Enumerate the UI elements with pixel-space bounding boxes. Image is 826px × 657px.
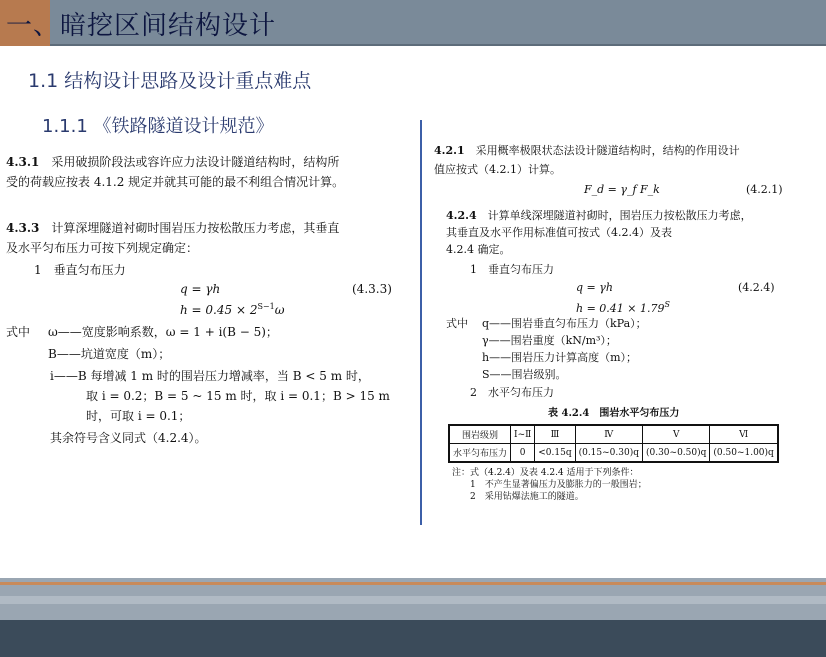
clause-4-2-4-line3: 4.2.4 确定。 xyxy=(446,243,511,256)
table-cell: Ⅳ xyxy=(575,425,642,444)
footer-light-line xyxy=(0,596,826,604)
definition-omega: ω——宽度影响系数，ω = 1 + i(B − 5)； xyxy=(48,325,278,339)
table-cell: 水平匀布压力 xyxy=(449,444,511,463)
table-note-1: 注：式（4.2.4）及表 4.2.4 适用于下列条件： xyxy=(452,468,639,478)
where-label: 式中 xyxy=(6,325,31,339)
table-row xyxy=(449,425,778,444)
table-cell: (0.15~0.30)q xyxy=(575,444,642,463)
table-cell: 围岩级别 xyxy=(449,425,511,444)
slide-title: 一、暗挖区间结构设计 xyxy=(6,11,277,41)
definition-i-cont1: 取 i = 0.2；B = 5 ~ 15 m 时，取 i = 0.1；B > 15 m xyxy=(86,389,390,403)
section-heading: 1.1 结构设计思路及设计重点难点 xyxy=(28,70,312,92)
other-symbols-note: 其余符号含义同式（4.2.4）。 xyxy=(50,431,207,445)
clause-4-2-1-line1: 4.2.1 采用概率极限状态法设计隧道结构时，结构的作用设计 xyxy=(434,144,740,157)
right-item-horizontal-pressure: 2 水平匀布压力 xyxy=(470,386,554,399)
equation-h: $h = 0.45 \times 2^{S-1}\omega$ xyxy=(180,302,285,317)
table-cell: 0 xyxy=(511,444,535,463)
equation-q: q = γh xyxy=(180,282,221,296)
table-cell: Ⅲ xyxy=(535,425,575,444)
clause-4-2-4-line2: 其垂直及水平作用标准值可按式（4.2.4）及表 xyxy=(446,226,672,239)
table-cell: (0.50~1.00)q xyxy=(710,444,778,463)
table-title: 表 4.2.4 围岩水平匀布压力 xyxy=(548,408,680,419)
right-equation-h: $h = 0.41 \times 1.79^S$ xyxy=(576,300,670,315)
item-vertical-pressure: 1 垂直匀布压力 xyxy=(34,263,126,277)
table-note-2: 1 不产生显著偏压力及膨胀力的一般围岩； xyxy=(470,480,647,490)
table-cell: <0.15q xyxy=(535,444,575,463)
right-definition-q: q——围岩垂直匀布压力（kPa）； xyxy=(482,317,647,330)
equation-number-4-2-1: (4.2.1) xyxy=(746,183,783,196)
clause-4-2-4-line1: 4.2.4 计算单线深埋隧道衬砌时，围岩压力按松散压力考虑， xyxy=(446,209,752,222)
table-row xyxy=(449,444,778,463)
footer-accent-line xyxy=(0,582,826,585)
right-where-label: 式中 xyxy=(446,317,468,330)
table-cell: Ⅰ~Ⅱ xyxy=(511,425,535,444)
right-definition-h: h——围岩压力计算高度（m）； xyxy=(482,351,638,364)
clause-4-3-1-line2: 受的荷载应按表 4.1.2 规定并就其可能的最不利组合情况计算。 xyxy=(6,175,345,189)
table-cell: (0.30~0.50)q xyxy=(642,444,709,463)
equation-number-4-3-3: (4.3.3) xyxy=(352,282,392,296)
subsection-heading: 1.1.1 《铁路隧道设计规范》 xyxy=(42,116,274,137)
definition-b: B——坑道宽度（m）； xyxy=(48,347,171,361)
pressure-table xyxy=(448,424,779,463)
table-cell: Ⅵ xyxy=(710,425,778,444)
table-cell: Ⅴ xyxy=(642,425,709,444)
definition-i-cont2: 时，可取 i = 0.1； xyxy=(86,409,191,423)
footer-dark-band xyxy=(0,620,826,657)
equation-4-2-1: F_d = γ_f F_k xyxy=(584,183,660,196)
right-definition-gamma: γ——围岩重度（kN/m³）； xyxy=(482,334,617,347)
right-item-vertical-pressure: 1 垂直匀布压力 xyxy=(470,263,554,276)
right-equation-q: q = γh xyxy=(576,281,613,294)
clause-4-3-1-line1: 4.3.1 采用破损阶段法或容许应力法设计隧道结构时，结构所 xyxy=(6,155,340,169)
divider-line xyxy=(420,120,422,525)
clause-4-2-1-line2: 值应按式（4.2.1）计算。 xyxy=(434,163,561,176)
table-note-3: 2 采用钻爆法施工的隧道。 xyxy=(470,492,584,502)
clause-4-3-3-line1: 4.3.3 计算深埋隧道衬砌时围岩压力按松散压力考虑，其垂直 xyxy=(6,221,340,235)
right-definition-s: S——围岩级别。 xyxy=(482,368,567,381)
equation-number-4-2-4: (4.2.4) xyxy=(738,281,775,294)
clause-4-3-3-line2: 及水平匀布压力可按下列规定确定： xyxy=(6,241,199,255)
definition-i: i——B 每增减 1 m 时的围岩压力增减率，当 B < 5 m 时， xyxy=(50,369,370,383)
